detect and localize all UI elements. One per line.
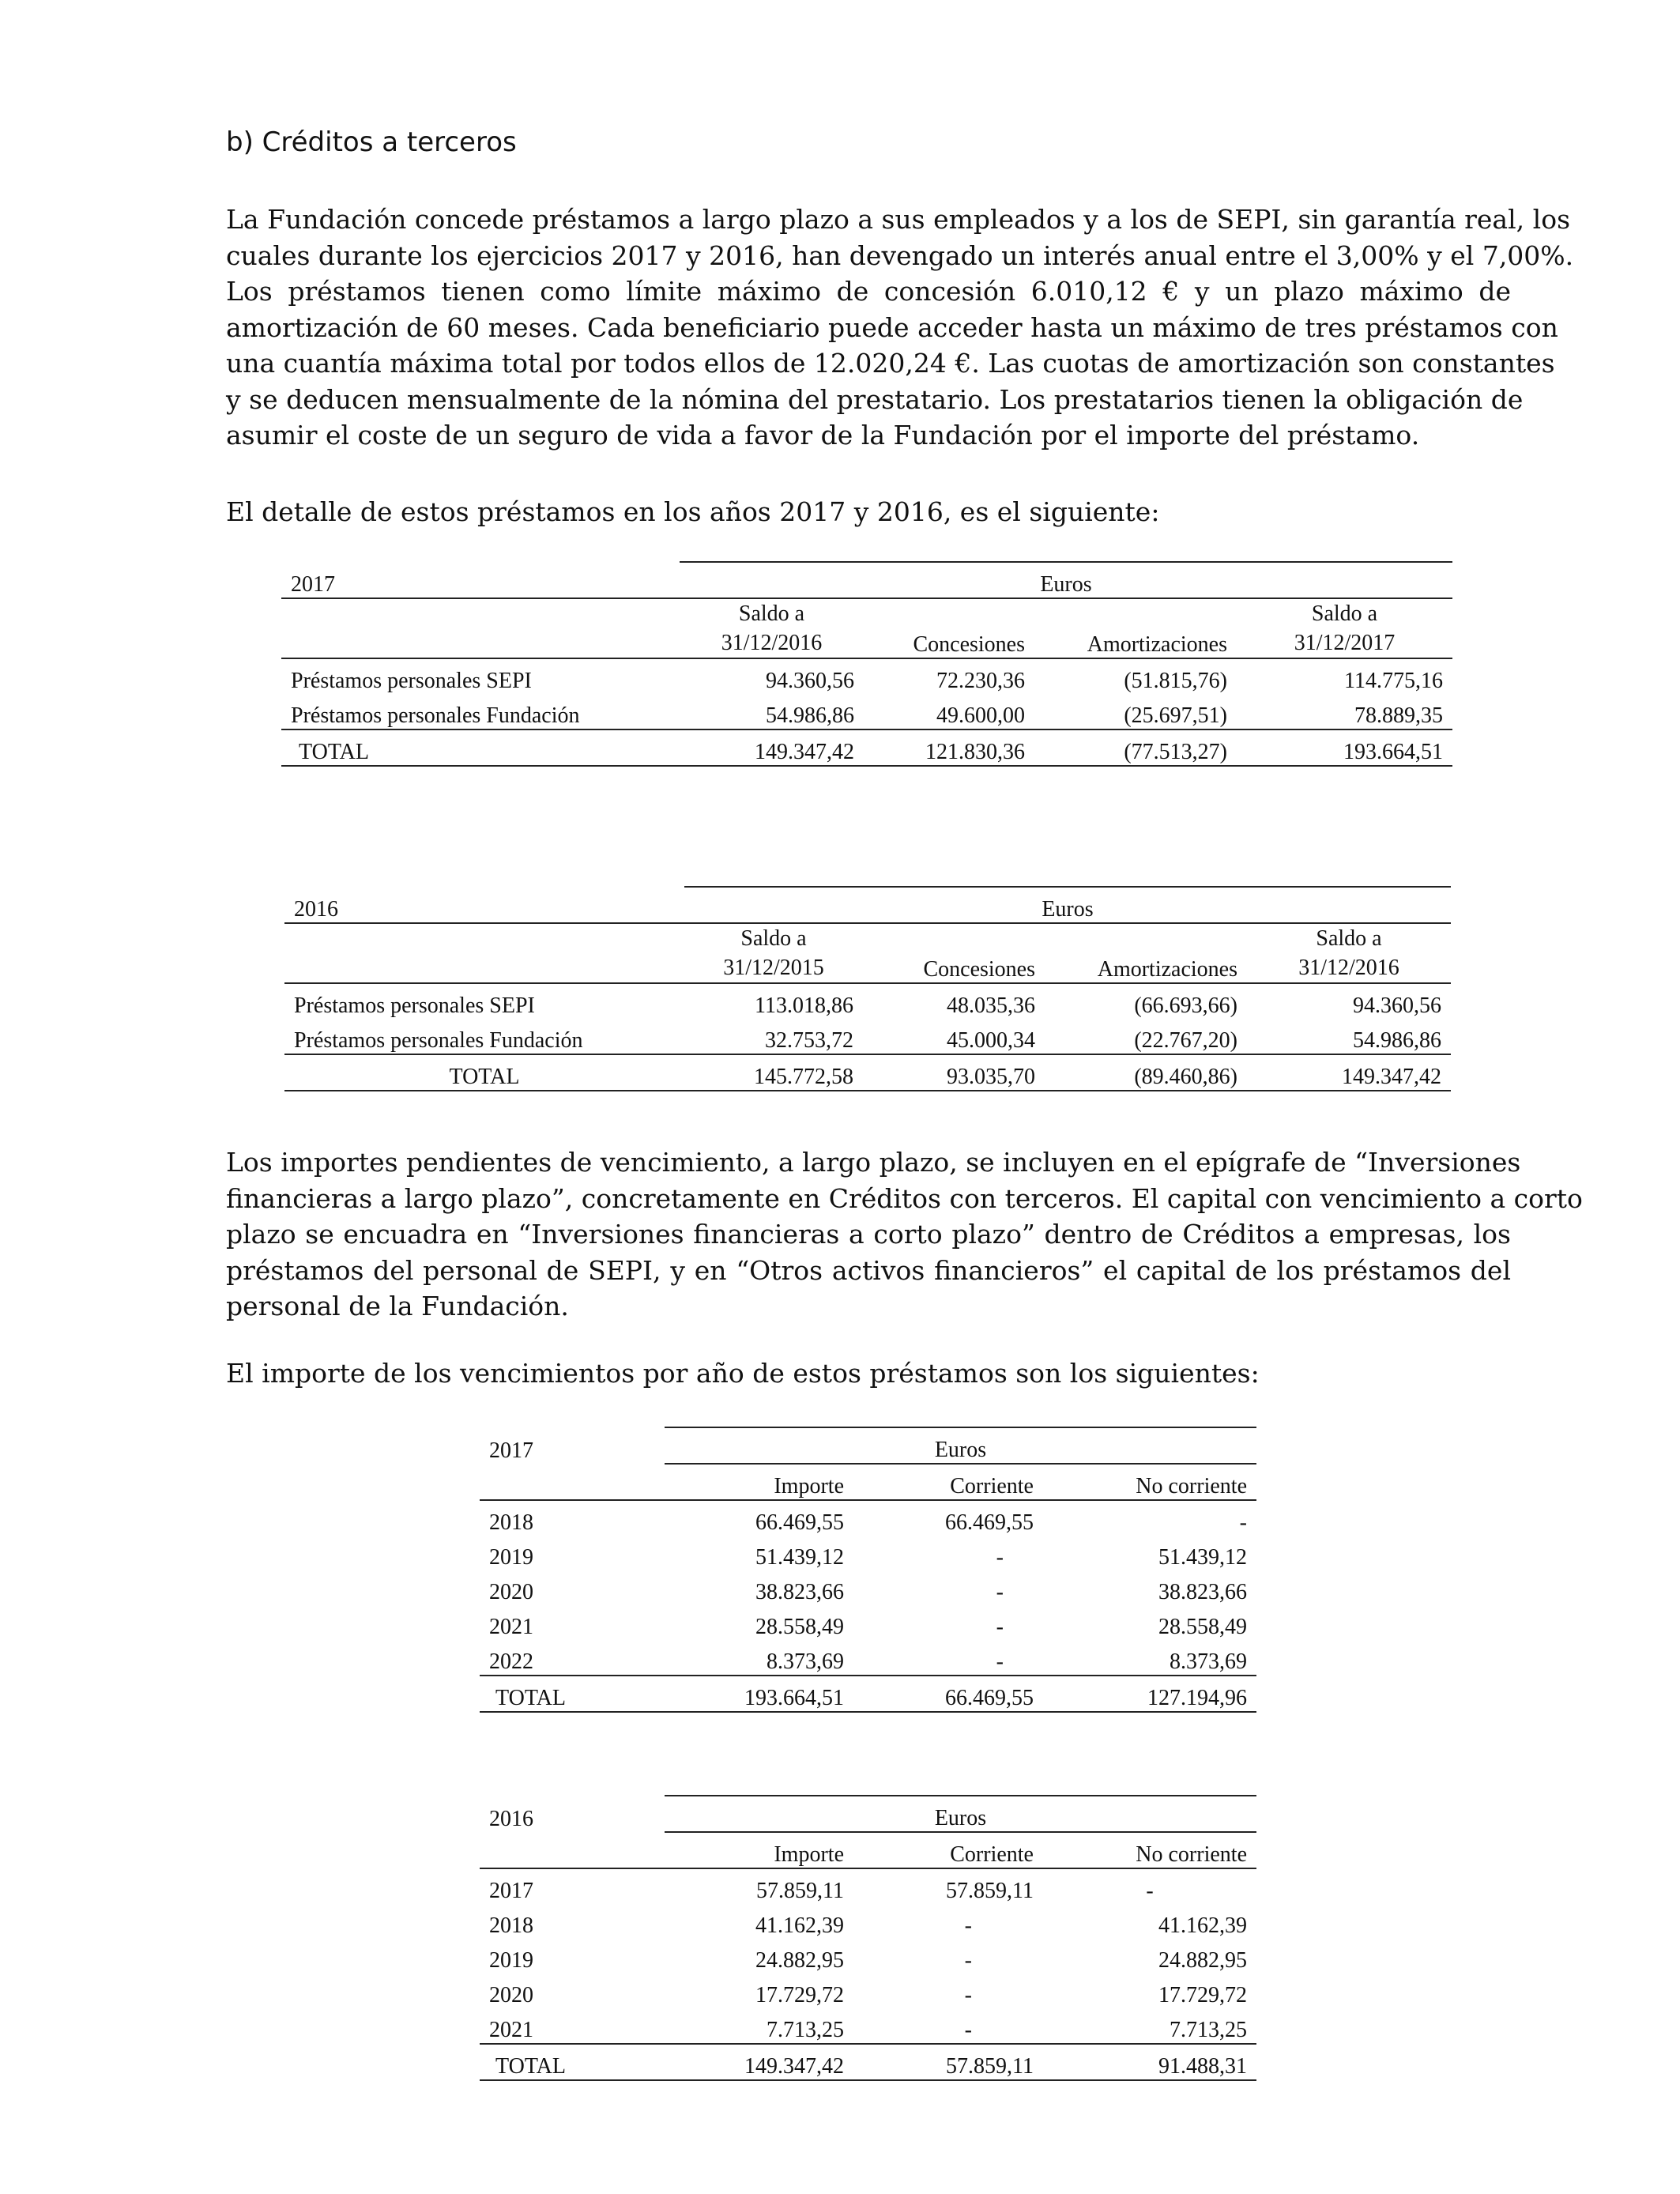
table-cell: 49.600,00 xyxy=(864,694,1034,729)
table-cell: 48.035,36 xyxy=(947,993,1035,1018)
table-cell: 2018 xyxy=(489,1510,533,1535)
table-year: 2017 xyxy=(281,562,680,598)
table-unit: Euros xyxy=(680,562,1452,598)
table-cell: TOTAL xyxy=(281,729,680,766)
table-cell: 57.859,11 xyxy=(946,1879,1034,1903)
table-year: 2017 xyxy=(489,1438,533,1463)
table-cell: Préstamos personales Fundación xyxy=(284,1019,684,1054)
table-cell: - xyxy=(996,1545,1004,1570)
table-cell: 2020 xyxy=(489,1983,533,2007)
table-unit: Euros xyxy=(684,887,1451,923)
column-header: Saldo a 31/12/2015 xyxy=(684,923,863,983)
table-cell: - xyxy=(964,1913,972,1938)
table-cell: TOTAL xyxy=(480,1676,665,1712)
column-header: Saldo a 31/12/2017 xyxy=(1237,598,1452,658)
column-header: Saldo a 31/12/2016 xyxy=(680,598,864,658)
table-year: 2016 xyxy=(284,887,684,923)
table-cell: (89.460,86) xyxy=(1045,1054,1247,1091)
table-cell: 38.823,66 xyxy=(755,1580,844,1604)
table-cell: 94.360,56 xyxy=(766,669,854,693)
table-total-row xyxy=(480,2044,1256,2080)
table-column-header-row xyxy=(284,923,1451,983)
table-row xyxy=(284,983,1451,1019)
table-cell: 93.035,70 xyxy=(863,1054,1045,1091)
table-cell: 28.558,49 xyxy=(755,1615,844,1639)
table-cell: 8.373,69 xyxy=(1043,1640,1256,1676)
column-header: Concesiones xyxy=(863,923,1045,983)
table-cell: TOTAL xyxy=(480,2044,665,2080)
table-cell: 32.753,72 xyxy=(684,1019,863,1054)
table-cell: 2018 xyxy=(489,1913,533,1938)
table-row xyxy=(480,1605,1256,1640)
table-cell: 45.000,34 xyxy=(863,1019,1045,1054)
table-cell: 17.729,72 xyxy=(1158,1983,1247,2007)
table-cell: 28.558,49 xyxy=(1158,1615,1247,1639)
table-cell: 66.469,55 xyxy=(945,1510,1034,1535)
table-cell: - xyxy=(853,1640,1043,1676)
table-total-row xyxy=(284,1054,1451,1091)
text-line: Los importes pendientes de vencimiento, a largo plazo, se incluyen en el epígrafe de “Inversiones xyxy=(226,1147,1521,1178)
table-cell: - xyxy=(1146,1879,1154,1903)
table-cell: 94.360,56 xyxy=(1353,993,1441,1018)
table-cell: 121.830,36 xyxy=(864,729,1034,766)
table-row xyxy=(480,1640,1256,1676)
text-line: Los préstamos tienen como límite máximo de concesión 6.010,12 € y un plazo máximo de xyxy=(226,276,1511,307)
text-line: La Fundación concede préstamos a largo plazo a sus empleados y a los de SEPI, sin garantía real, los xyxy=(226,204,1570,235)
table-cell: 72.230,36 xyxy=(936,669,1025,693)
column-header: Saldo a 31/12/2016 xyxy=(1247,923,1451,983)
table-cell: (66.693,66) xyxy=(1134,993,1237,1018)
text-line: financieras a largo plazo”, concretamente en Créditos con terceros. El capital con vencimiento a corto xyxy=(226,1182,1583,1214)
table-cell: (25.697,51) xyxy=(1034,694,1237,729)
loans-table-2016 xyxy=(284,886,1451,1091)
section-heading: b) Créditos a terceros xyxy=(226,126,517,158)
table-cell: 127.194,96 xyxy=(1043,1676,1256,1712)
table-cell: 7.713,25 xyxy=(665,2008,853,2044)
table-cell: 145.772,58 xyxy=(684,1054,863,1091)
table-cell: 41.162,39 xyxy=(755,1913,844,1938)
maturities-table-2016 xyxy=(480,1795,1256,2081)
table-cell: 113.018,86 xyxy=(755,993,853,1018)
column-header: Importe xyxy=(665,1464,853,1500)
table-cell: - xyxy=(964,1983,972,2007)
column-header: Corriente xyxy=(853,1832,1043,1868)
table-row xyxy=(480,1868,1256,1904)
table-cell: 57.859,11 xyxy=(853,2044,1043,2080)
table-row xyxy=(480,1973,1256,2008)
table-cell: 57.859,11 xyxy=(756,1879,844,1903)
table-row xyxy=(480,1536,1256,1570)
table-cell: 2019 xyxy=(489,1545,533,1570)
table-column-header-row xyxy=(480,1464,1256,1500)
maturities-table-2017 xyxy=(480,1427,1256,1713)
table-cell: 149.347,42 xyxy=(665,2044,853,2080)
loans-table-2017 xyxy=(281,561,1452,767)
column-header: No corriente xyxy=(1043,1832,1256,1868)
table-cell xyxy=(480,1832,665,1868)
table-cell: 114.775,16 xyxy=(1344,669,1443,693)
table-cell: 7.713,25 xyxy=(1043,2008,1256,2044)
table-cell: 193.664,51 xyxy=(1237,729,1452,766)
table-cell: 54.986,86 xyxy=(680,694,864,729)
table-cell: 66.469,55 xyxy=(853,1676,1043,1712)
table-cell: 91.488,31 xyxy=(1043,2044,1256,2080)
table-unit: Euros xyxy=(665,1427,1256,1464)
column-header: Amortizaciones xyxy=(1045,923,1247,983)
table-row xyxy=(480,1939,1256,1973)
table-cell: (51.815,76) xyxy=(1124,669,1227,693)
column-header: Corriente xyxy=(853,1464,1043,1500)
table-row xyxy=(281,658,1452,694)
table-cell: (22.767,20) xyxy=(1045,1019,1247,1054)
column-header: Amortizaciones xyxy=(1034,598,1237,658)
table-row xyxy=(281,694,1452,729)
table-cell: 2017 xyxy=(489,1879,533,1903)
text-line: una cuantía máxima total por todos ellos de 12.020,24 €. Las cuotas de amortización son constantes xyxy=(226,348,1555,379)
table-total-row xyxy=(281,729,1452,766)
table-cell: 2021 xyxy=(480,2008,665,2044)
table-cell: 2021 xyxy=(489,1615,533,1639)
text-line: préstamos del personal de SEPI, y en “Otros activos financieros” el capital de los préstamos del xyxy=(226,1254,1511,1286)
table-column-header-row xyxy=(281,598,1452,658)
table-cell: - xyxy=(996,1580,1004,1604)
paragraph-intro xyxy=(226,202,1574,454)
table-cell: 2020 xyxy=(489,1580,533,1604)
table-cell: 149.347,42 xyxy=(1247,1054,1451,1091)
table-cell: TOTAL xyxy=(284,1054,684,1091)
table-cell xyxy=(284,923,684,983)
table-cell: Préstamos personales SEPI xyxy=(291,669,532,693)
table-row xyxy=(284,1019,1451,1054)
text-line: personal de la Fundación. xyxy=(226,1291,569,1321)
table-cell: Préstamos personales SEPI xyxy=(294,993,535,1018)
table-header-row xyxy=(480,1427,1256,1464)
text-line: plazo se encuadra en “Inversiones financieras a corto plazo” dentro de Créditos a empresas, los xyxy=(226,1219,1511,1250)
table-cell: 54.986,86 xyxy=(1247,1019,1451,1054)
paragraph-maturities-explanation xyxy=(226,1144,1583,1325)
table-row xyxy=(480,1570,1256,1605)
table-cell: 193.664,51 xyxy=(665,1676,853,1712)
table-cell: - xyxy=(1239,1510,1247,1535)
table-cell: 78.889,35 xyxy=(1237,694,1452,729)
table-cell: 51.439,12 xyxy=(755,1545,844,1570)
table-cell: Préstamos personales Fundación xyxy=(281,694,680,729)
table-cell: - xyxy=(964,1948,972,1973)
table-row xyxy=(480,2008,1256,2044)
table-cell: - xyxy=(996,1615,1004,1639)
table-cell xyxy=(281,598,680,658)
table-cell: 38.823,66 xyxy=(1158,1580,1247,1604)
text-line: asumir el coste de un seguro de vida a favor de la Fundación por el importe del préstamo. xyxy=(226,420,1420,450)
text-line: cuales durante los ejercicios 2017 y 2016, han devengado un interés anual entre el 3,00% y el 7,00%. xyxy=(226,239,1574,271)
table-cell: 2019 xyxy=(489,1948,533,1973)
table-cell: 24.882,95 xyxy=(755,1948,844,1973)
table-cell: 8.373,69 xyxy=(665,1640,853,1676)
table-cell: 24.882,95 xyxy=(1158,1948,1247,1973)
table-cell xyxy=(480,1464,665,1500)
table-header-row xyxy=(480,1796,1256,1832)
table-column-header-row xyxy=(480,1832,1256,1868)
column-header: No corriente xyxy=(1043,1464,1256,1500)
table-row xyxy=(480,1904,1256,1939)
table-cell: 41.162,39 xyxy=(1158,1913,1247,1938)
table-cell: 149.347,42 xyxy=(680,729,864,766)
table-cell: (77.513,27) xyxy=(1034,729,1237,766)
text-line: amortización de 60 meses. Cada beneficiario puede acceder hasta un máximo de tres préstamos con xyxy=(226,311,1558,343)
table-row xyxy=(480,1500,1256,1536)
table-year: 2016 xyxy=(489,1807,533,1831)
table-cell: - xyxy=(853,2008,1043,2044)
table-cell: 2022 xyxy=(480,1640,665,1676)
table-header-row xyxy=(284,887,1451,923)
table-header-row xyxy=(281,562,1452,598)
table-cell: 51.439,12 xyxy=(1158,1545,1247,1570)
paragraph-maturities-intro: El importe de los vencimientos por año de estos préstamos son los siguientes: xyxy=(226,1358,1260,1389)
table-unit: Euros xyxy=(665,1796,1256,1832)
text-line: y se deducen mensualmente de la nómina del prestatario. Los prestatarios tienen la obligación de xyxy=(226,383,1524,415)
table-cell: 17.729,72 xyxy=(755,1983,844,2007)
paragraph-detail-intro: El detalle de estos préstamos en los años 2017 y 2016, es el siguiente: xyxy=(226,496,1160,527)
column-header: Concesiones xyxy=(864,598,1034,658)
table-total-row xyxy=(480,1676,1256,1712)
table-cell: 66.469,55 xyxy=(755,1510,844,1535)
column-header: Importe xyxy=(665,1832,853,1868)
